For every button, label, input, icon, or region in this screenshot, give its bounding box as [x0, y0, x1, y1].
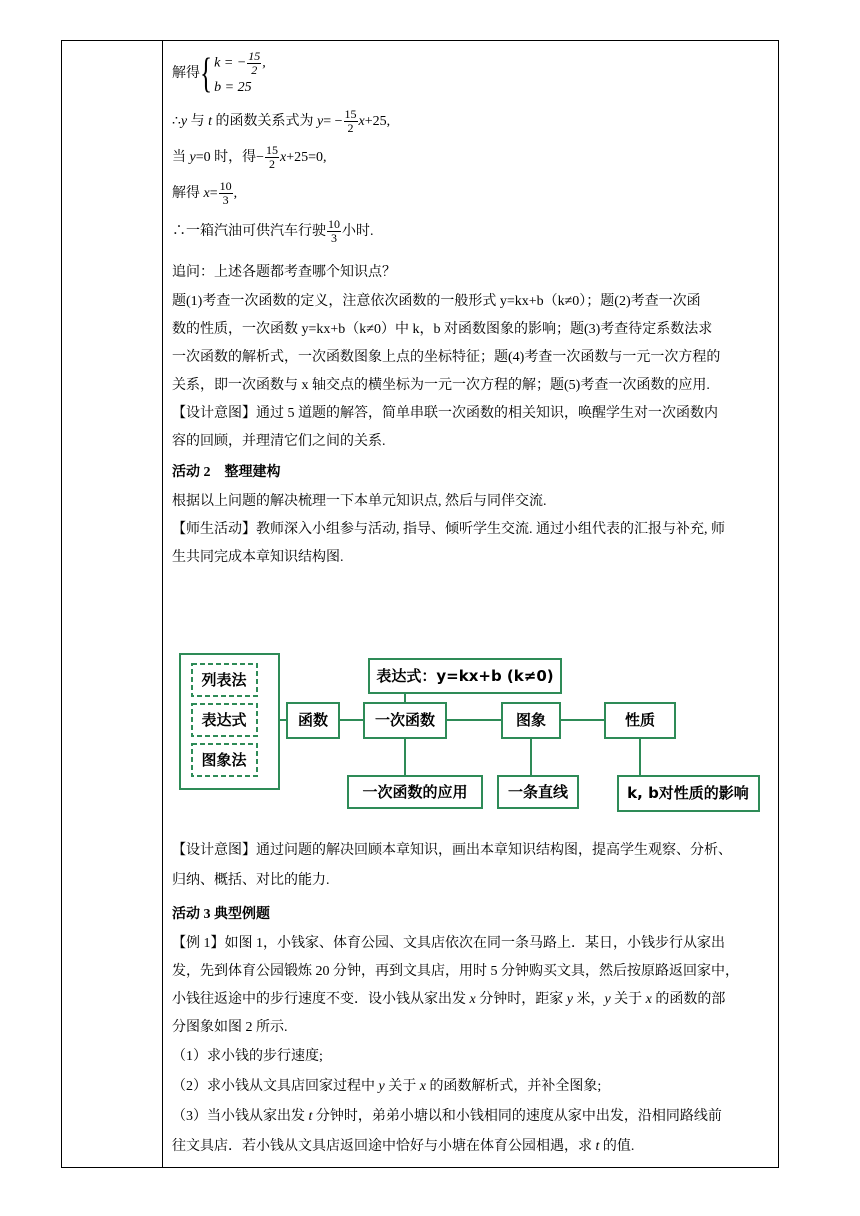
lower-content: [172, 836, 772, 1162]
intent1-line-1: [172, 400, 772, 428]
application-label: 一次函数的应用: [362, 783, 468, 801]
k-denominator: 2: [251, 62, 258, 77]
kb-effect-label: k, b对性质的影响: [627, 784, 749, 802]
follow-up-question: 追问：上述各题都考查哪个知识点？: [172, 265, 396, 280]
k-lhs: k = −: [214, 55, 247, 71]
rel-text-2: 的函数关系式为: [212, 114, 318, 129]
var-y-2: y: [317, 114, 324, 129]
property-label: 性质: [624, 711, 656, 729]
rel-numerator: 15: [344, 107, 357, 122]
tank-fraction: [327, 218, 341, 245]
relation-line: [172, 104, 772, 140]
var-t: t: [308, 1109, 313, 1124]
diagram-svg: [172, 652, 772, 822]
intent1-text: 通过 5 道题的解答，简单串联一次函数的相关知识，唤醒学生对一次函数内: [256, 406, 718, 421]
var-t: t: [208, 114, 213, 129]
q3-text-a: （3）当小钱从家出发: [172, 1109, 309, 1124]
intent1-line-2: 容的回顾，并理清它们之间的关系.: [172, 434, 386, 449]
analysis-paragraph: [172, 288, 772, 400]
var-x: x: [645, 992, 652, 1007]
when-y-zero-line: [172, 140, 772, 176]
wheny-denominator: 2: [269, 157, 276, 172]
var-y: y: [566, 992, 573, 1007]
var-t: t: [595, 1139, 600, 1154]
intent2-text: 通过问题的解决回顾本章知识，画出本章知识结构图，提高学生观察、分析、: [256, 843, 732, 858]
straight-line-label: 一条直线: [507, 783, 569, 801]
solve-x-line: [172, 176, 772, 212]
q3-text-b: 分钟时，弟弟小塘以和小钱相同的速度从家中出发，沿相同路线前: [312, 1109, 722, 1124]
var-x: x: [203, 186, 210, 201]
activity2-text: 根据以上问题的解决梳理一下本单元知识点, 然后与同伴交流.: [172, 494, 547, 509]
q3-text-d: 的值.: [599, 1139, 635, 1154]
example-line-2: 发，先到体育公园锻炼 20 分钟，再到文具店，用时 5 分钟购买文具，然后按原路返回家中，: [172, 964, 739, 979]
tank-numerator: 10: [328, 217, 340, 232]
intent2-line-1: [172, 836, 772, 866]
b-equation: b = 25: [214, 79, 252, 95]
activity2-line-2: 生共同完成本章知识结构图.: [172, 550, 344, 565]
graph-label: 图象: [515, 711, 547, 729]
q3-line-2: [172, 1132, 772, 1162]
rel-eq: = −: [323, 114, 343, 129]
q3-line-1: [172, 1102, 772, 1132]
solution-content: [172, 44, 772, 572]
tank-text-b: 小时.: [342, 224, 374, 239]
q2-text-c: 的函数解析式，并补全图象;: [425, 1079, 602, 1094]
example-line-4: 分图象如图 2 所示.: [172, 1020, 288, 1035]
example-line-1: [172, 930, 772, 958]
q2-text-a: （2）求小钱从文具店回家过程中: [172, 1079, 379, 1094]
teacher-student-activity: [172, 516, 772, 572]
k-numerator: 15: [248, 48, 261, 63]
tank-text-a: ∴一箱汽油可供汽车行驶: [172, 224, 326, 239]
therefore-symbol: ∴: [172, 114, 181, 129]
example-text: 分钟时，距家: [475, 992, 567, 1007]
analysis-line: 题(1)考查一次函数的定义，注意依次函数的一般形式 y=kx+b（k≠0）；题(2)考查一次函: [172, 294, 701, 309]
example-text: 米，: [572, 992, 605, 1007]
solx-numerator: 10: [219, 179, 232, 194]
q3-text-c: 往文具店．若小钱从文具店返回途中恰好与小塘在体育公园相遇，求: [172, 1139, 596, 1154]
solx-text-b: =: [209, 186, 218, 201]
method-expression-label: 表达式: [201, 711, 247, 729]
var-y: y: [378, 1079, 385, 1094]
tank-line: [172, 212, 772, 252]
k-fraction: [247, 50, 261, 77]
wheny-numerator: 15: [266, 143, 279, 158]
analysis-line: 关系，即一次函数与 x 轴交点的横坐标为一元一次方程的解；题(5)考查一次函数的应用.: [172, 378, 710, 393]
var-x: x: [469, 992, 476, 1007]
expression-label: 表达式：y=kx+b (k≠0): [376, 667, 554, 685]
var-y: y: [189, 150, 196, 165]
solx-denominator: 3: [222, 193, 229, 208]
activity2-title: 活动 2 整理建构: [172, 465, 281, 480]
k-end: ,: [262, 55, 266, 71]
activity2-line-text: 教师深入小组参与活动, 指导、倾听学生交流. 通过小组代表的汇报与补充, 师: [256, 522, 725, 537]
tank-denominator: 3: [331, 231, 337, 246]
var-x: x: [280, 150, 287, 165]
rel-text-1: 与: [187, 114, 209, 129]
linear-function-label: 一次函数: [374, 711, 436, 729]
example-1: [172, 930, 772, 1042]
intent1-tag: 【设计意图】: [172, 406, 256, 421]
method-graph-label: 图象法: [201, 751, 247, 769]
wheny-fraction: [265, 144, 279, 171]
example-text: 关于: [610, 992, 646, 1007]
intent2-line-2: 归纳、概括、对比的能力.: [172, 873, 330, 888]
wheny-text-a: 当: [172, 150, 190, 165]
wheny-text-b: =0 时，得−: [195, 150, 265, 165]
example-tag: 【例 1】: [172, 936, 225, 951]
intent2-tag: 【设计意图】: [172, 843, 256, 858]
activity3-title: 活动 3 典型例题: [172, 907, 270, 922]
var-x: x: [358, 114, 365, 129]
question-2: [172, 1072, 772, 1102]
example-text: 如图 1，小钱家、体育公园、文具店依次在同一条马路上．某日，小钱步行从家出: [224, 936, 725, 951]
solx-text-a: 解得: [172, 186, 204, 201]
rel-fraction: [344, 108, 358, 135]
brace-icon: {: [200, 51, 213, 97]
k-equation: [214, 50, 266, 77]
q2-text-b: 关于: [384, 1079, 420, 1094]
var-y: y: [604, 992, 611, 1007]
solve-prefix: 解得: [172, 66, 200, 81]
rel-denominator: 2: [347, 121, 354, 136]
design-intent-1: [172, 400, 772, 456]
knowledge-structure-diagram: [172, 652, 772, 822]
example-text: 小钱往返途中的步行速度不变．设小钱从家出发: [172, 992, 470, 1007]
var-x: x: [419, 1079, 426, 1094]
solx-text-c: ,: [233, 186, 238, 201]
system-lines: [214, 50, 266, 99]
var-y: y: [180, 114, 188, 129]
analysis-line: 一次函数的解析式，一次函数图象上点的坐标特征；题(4)考查一次函数与一元一次方程的: [172, 350, 721, 365]
table-column-divider: [162, 40, 163, 1168]
activity2-line-1: [172, 516, 772, 544]
example-line-3: [172, 986, 772, 1014]
question-1: （1）求小钱的步行速度;: [172, 1049, 323, 1064]
analysis-line: 数的性质，一次函数 y=kx+b（k≠0）中 k，b 对函数图象的影响；题(3)考查待定系数法求: [172, 322, 713, 337]
equation-system: [172, 44, 772, 104]
rel-tail: +25,: [364, 114, 391, 129]
example-text: 的函数的部: [651, 992, 726, 1007]
design-intent-2: [172, 836, 772, 896]
wheny-text-c: +25=0,: [286, 150, 327, 165]
question-3: [172, 1102, 772, 1162]
method-list-label: 列表法: [201, 671, 247, 689]
solx-fraction: [219, 180, 233, 207]
function-label: 函数: [297, 711, 329, 729]
activity2-tag: 【师生活动】: [172, 522, 256, 537]
